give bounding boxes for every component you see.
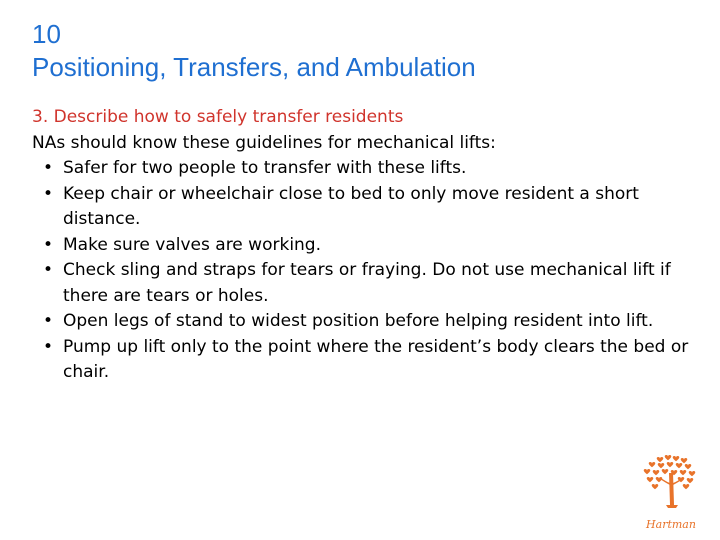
section-subheading: 3. Describe how to safely transfer residents bbox=[32, 107, 404, 127]
bullet-icon: • bbox=[43, 234, 54, 255]
list-item bbox=[32, 309, 702, 335]
list-item bbox=[32, 182, 702, 233]
bullet-icon: • bbox=[43, 260, 54, 280]
list-item bbox=[32, 258, 702, 309]
hartman-logo bbox=[636, 455, 706, 533]
bullet-icon: • bbox=[43, 183, 54, 204]
tree-of-hearts-icon bbox=[644, 455, 696, 508]
logo-text: Hartman bbox=[646, 518, 696, 531]
chapter-title: Positioning, Transfers, and Ambulation bbox=[32, 52, 476, 82]
list-item-text: Open legs of stand to widest position before helping resident into lift. bbox=[63, 311, 654, 331]
slide-title bbox=[32, 18, 692, 84]
bullet-icon: • bbox=[43, 158, 54, 178]
bullet-icon: • bbox=[43, 336, 54, 357]
list-item-text: Make sure valves are working. bbox=[63, 234, 322, 255]
guideline-list bbox=[32, 156, 702, 386]
slide-body bbox=[32, 105, 702, 386]
list-item-text: Keep chair or wheelchair close to bed to only move resident a short distance. bbox=[63, 183, 639, 229]
intro-text: NAs should know these guidelines for mechanical lifts: bbox=[32, 132, 496, 153]
list-item bbox=[32, 335, 702, 386]
list-item bbox=[32, 233, 702, 259]
list-item bbox=[32, 156, 702, 182]
chapter-number: 10 bbox=[32, 19, 61, 49]
list-item-text: Safer for two people to transfer with these lifts. bbox=[63, 158, 467, 178]
list-item-text: Check sling and straps for tears or fraying. Do not use mechanical lift if there are tears or holes. bbox=[63, 260, 671, 306]
list-item-text: Pump up lift only to the point where the resident’s body clears the bed or chair. bbox=[63, 336, 689, 382]
bullet-icon: • bbox=[43, 311, 54, 331]
